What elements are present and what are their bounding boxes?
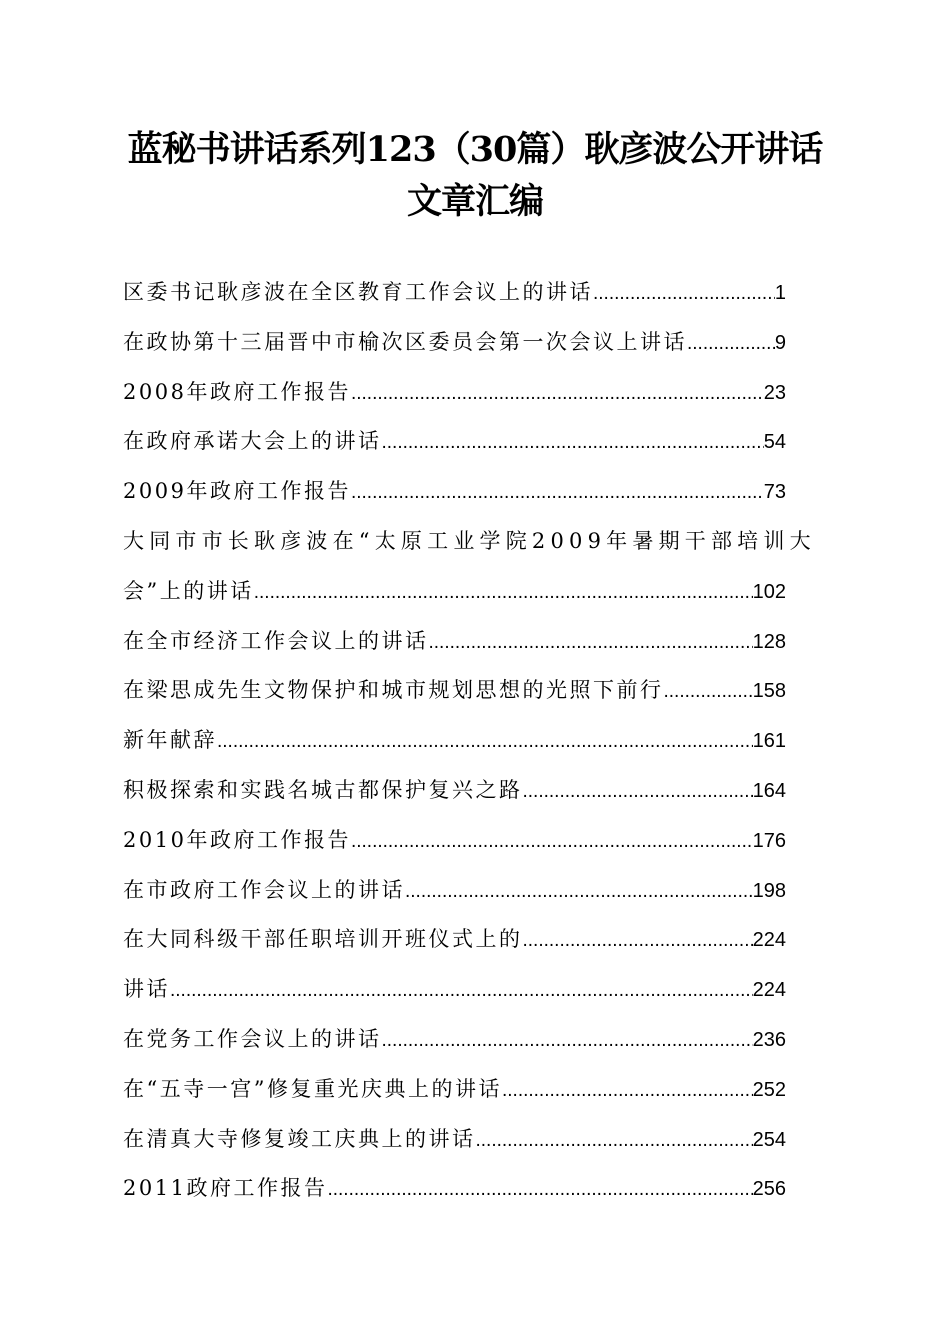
toc-entry[interactable] bbox=[123, 774, 786, 824]
toc-leader-dots bbox=[382, 1030, 753, 1052]
toc-leader-dots bbox=[664, 681, 753, 703]
toc-entry[interactable] bbox=[123, 724, 786, 774]
toc-entry-page-number: 254 bbox=[752, 1128, 786, 1151]
toc-entry-title: 在市政府工作会议上的讲话 bbox=[123, 877, 405, 902]
toc-entry[interactable] bbox=[123, 425, 786, 475]
toc-leader-dots bbox=[327, 1179, 752, 1201]
toc-entry-title: 区委书记耿彦波在全区教育工作会议上的讲话 bbox=[123, 280, 593, 304]
toc-leader-dots bbox=[405, 881, 753, 903]
toc-entry-title: 2009年政府工作报告 bbox=[123, 479, 351, 504]
document-title-line-2: 文章汇编 bbox=[406, 181, 543, 222]
toc-entry-page-number: 54 bbox=[763, 431, 786, 454]
toc-entry-page-number: 164 bbox=[752, 779, 786, 802]
toc-leader-dots bbox=[429, 632, 753, 654]
toc-entry-page-number: 256 bbox=[752, 1178, 786, 1201]
toc-entry[interactable] bbox=[123, 276, 786, 326]
toc-entry-page-number: 1 bbox=[774, 282, 786, 304]
toc-entry-title: 2011政府工作报告 bbox=[123, 1176, 328, 1201]
toc-leader-dots bbox=[382, 432, 764, 454]
toc-leader-dots bbox=[254, 582, 753, 604]
toc-entry[interactable] bbox=[123, 973, 786, 1023]
toc-leader-dots bbox=[523, 930, 753, 952]
document-title bbox=[100, 124, 850, 228]
toc-entry-title: 2010年政府工作报告 bbox=[123, 827, 351, 852]
toc-entry[interactable] bbox=[123, 824, 786, 874]
toc-entry[interactable] bbox=[123, 1172, 786, 1222]
toc-entry-title: 在政府承诺大会上的讲话 bbox=[123, 429, 382, 454]
toc-entry-title: 在“五寺一宫”修复重光庆典上的讲话 bbox=[123, 1076, 502, 1101]
toc-leader-dots bbox=[351, 831, 753, 853]
toc-entry[interactable] bbox=[123, 1023, 786, 1073]
toc-leader-dots bbox=[476, 1130, 753, 1152]
toc-entry-page-number: 9 bbox=[774, 331, 786, 354]
toc-entry-title: 新年献辞 bbox=[123, 728, 217, 753]
toc-leader-dots bbox=[351, 482, 764, 504]
toc-entry-title: 在清真大寺修复竣工庆典上的讲话 bbox=[123, 1126, 476, 1151]
toc-leader-dots bbox=[523, 781, 753, 803]
toc-entry-title: 会”上的讲话 bbox=[123, 578, 254, 603]
toc-entry-title: 在大同科级干部任职培训开班仪式上的 bbox=[123, 927, 523, 952]
toc-entry-title: 2008年政府工作报告 bbox=[123, 379, 351, 404]
toc-entry[interactable] bbox=[123, 625, 786, 675]
toc-entry-page-number: 176 bbox=[752, 829, 786, 852]
toc-entry-page-number: 224 bbox=[752, 929, 786, 952]
toc-entry-title: 讲话 bbox=[123, 977, 170, 1002]
toc-entry[interactable] bbox=[123, 525, 816, 575]
table-of-contents bbox=[123, 276, 816, 1222]
toc-entry-page-number: 236 bbox=[752, 1028, 786, 1051]
toc-leader-dots bbox=[502, 1080, 753, 1102]
toc-entry[interactable] bbox=[123, 326, 786, 376]
toc-entry-page-number: 161 bbox=[752, 730, 786, 753]
toc-leader-dots bbox=[217, 731, 753, 753]
toc-leader-dots bbox=[351, 383, 764, 405]
toc-entry[interactable] bbox=[123, 874, 786, 924]
toc-entry[interactable] bbox=[123, 1123, 786, 1173]
toc-leader-dots bbox=[687, 333, 775, 355]
toc-entry-page-number: 158 bbox=[752, 680, 786, 703]
toc-entry-page-number: 224 bbox=[752, 979, 786, 1002]
toc-leader-dots bbox=[170, 980, 753, 1002]
toc-entry-title: 在全市经济工作会议上的讲话 bbox=[123, 628, 429, 653]
toc-entry-page-number: 128 bbox=[752, 630, 786, 653]
toc-entry-page-number: 73 bbox=[763, 481, 786, 504]
toc-entry[interactable] bbox=[123, 674, 786, 724]
toc-entry-title: 积极探索和实践名城古都保护复兴之路 bbox=[123, 777, 523, 802]
toc-entry-title: 在梁思成先生文物保护和城市规划思想的光照下前行 bbox=[123, 678, 664, 703]
toc-entry[interactable] bbox=[123, 475, 786, 525]
toc-entry[interactable] bbox=[123, 376, 786, 426]
toc-entry[interactable] bbox=[123, 923, 786, 973]
toc-entry-page-number: 23 bbox=[763, 381, 786, 404]
document-title-line-1: 蓝秘书讲话系列123（30篇）耿彦波公开讲话 bbox=[127, 129, 823, 170]
toc-leader-dots bbox=[593, 283, 775, 305]
toc-entry[interactable] bbox=[123, 1073, 786, 1123]
toc-entry-page-number: 252 bbox=[752, 1078, 786, 1101]
toc-entry-title: 在政协第十三届晋中市榆次区委员会第一次会议上讲话 bbox=[123, 329, 687, 354]
toc-entry-title: 在党务工作会议上的讲话 bbox=[123, 1026, 382, 1051]
toc-entry-page-number: 198 bbox=[752, 879, 786, 902]
toc-entry-title: 大同市市长耿彦波在“太原工业学院2009年暑期干部培训大 bbox=[123, 528, 816, 553]
toc-entry-page-number: 102 bbox=[752, 580, 786, 603]
toc-entry[interactable] bbox=[123, 575, 786, 625]
